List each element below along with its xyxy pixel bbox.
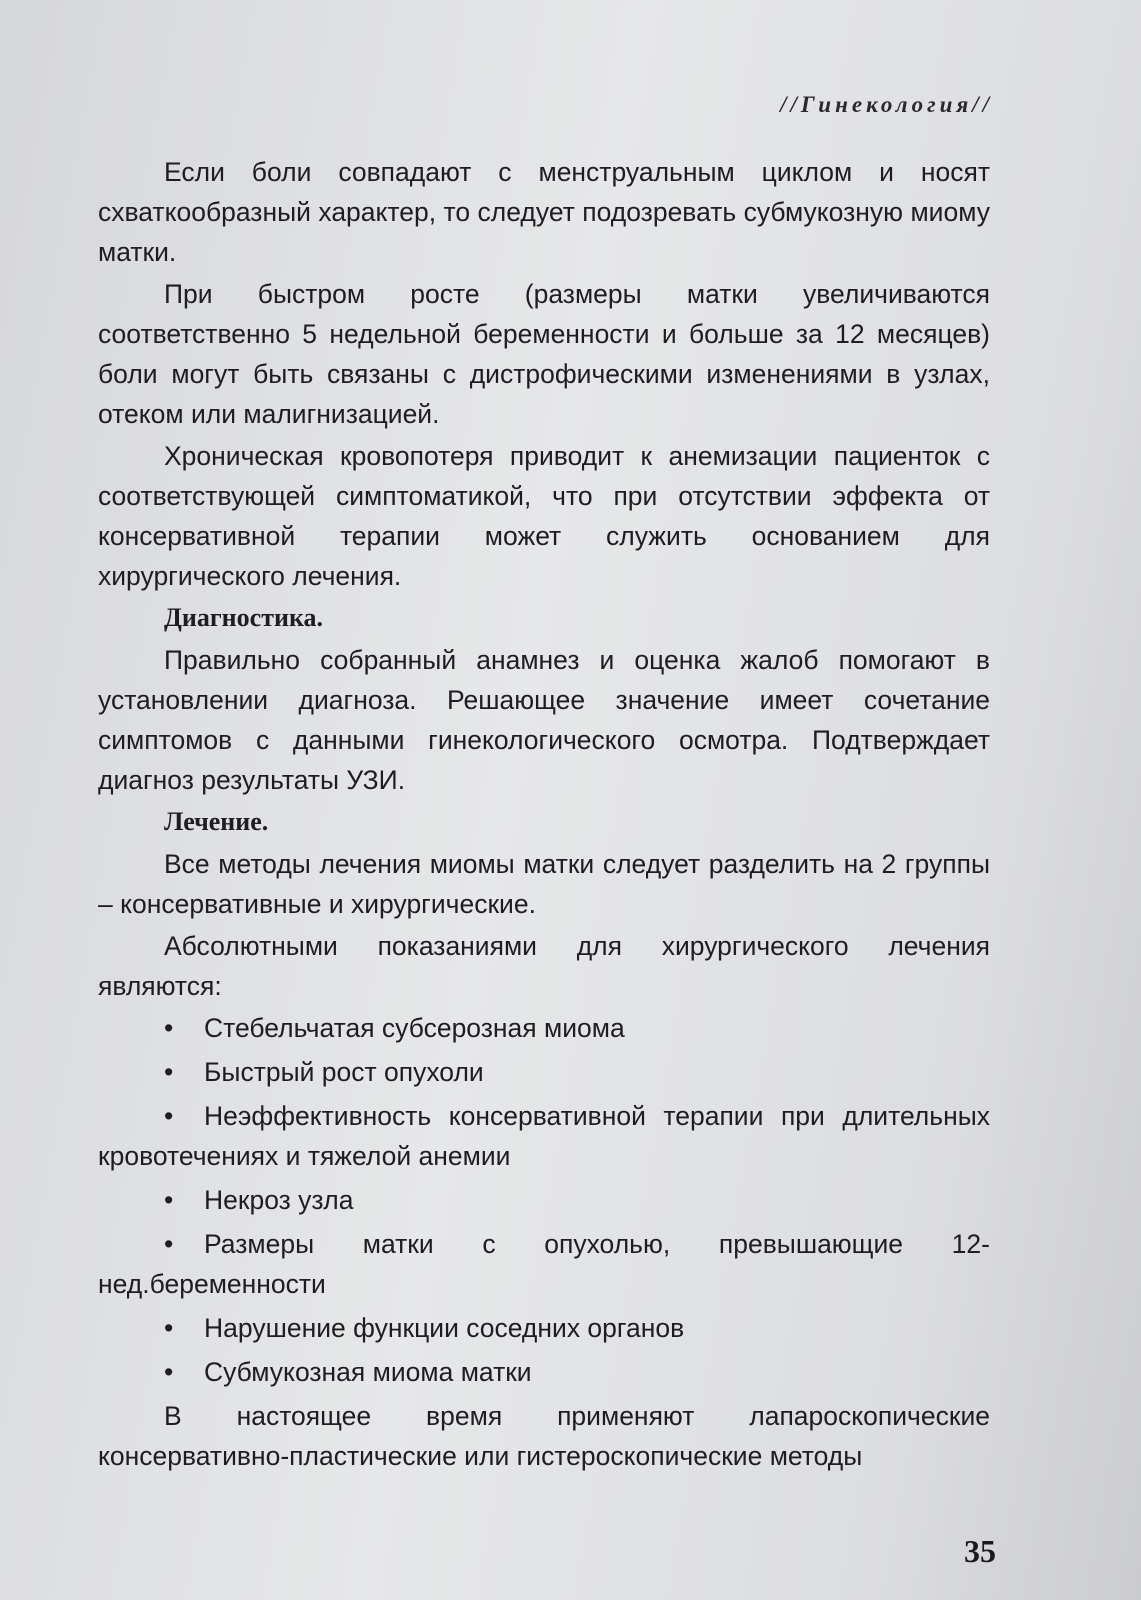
page-content [98, 152, 990, 1478]
list-item-text: Некроз узла [204, 1185, 354, 1215]
bullet-icon: • [164, 1185, 174, 1215]
list-item [98, 1180, 990, 1220]
paragraph-diagnostics: Правильно собранный анамнез и оценка жалоб помогают в установлении диагноза. Решающее значение имеет сочетание симптомов с данными гинекологического осмотра. Подтверждает диагноз результаты УЗИ. [98, 645, 990, 795]
bullet-icon: • [164, 1057, 174, 1087]
list-item [98, 1052, 990, 1092]
bullet-icon: • [164, 1229, 174, 1259]
paragraph-current-methods: В настоящее время применяют лапароскопические консервативно-пластические или гистероскопические методы [98, 1401, 990, 1471]
list-item-text: Субмукозная миома матки [204, 1357, 532, 1387]
list-item-text: Нарушение функции соседних органов [204, 1313, 685, 1343]
list-item [98, 1224, 990, 1304]
list-item-text: Быстрый рост опухоли [204, 1057, 484, 1087]
heading-treatment: Лечение. [164, 807, 269, 836]
list-item-text: Стебельчатая субсерозная миома [204, 1013, 625, 1043]
list-item [98, 1308, 990, 1348]
running-head: //Гинекология// [780, 92, 993, 117]
paragraph-rapid-growth: При быстром росте (размеры матки увеличиваются соответственно 5 недельной беременности и больше за 12 месяцев) боли могут быть связаны с дистрофическими изменениями в узлах, отеком или малигнизацией. [98, 279, 990, 429]
list-item [98, 1352, 990, 1392]
paragraph-pain-cycle: Если боли совпадают с менструальным циклом и носят схваткообразный характер, то следует подозревать субмукозную миому матки. [98, 157, 990, 267]
list-item-text: Неэффективность консервативной терапии при длительных кровотечениях и тяжелой анемии [98, 1101, 990, 1171]
bullet-icon: • [164, 1101, 174, 1131]
heading-diagnostics: Диагностика. [164, 603, 324, 632]
list-item [98, 1008, 990, 1048]
bullet-icon: • [164, 1013, 174, 1043]
list-item-text: Размеры матки с опухолью, превышающие 12-нед.беременности [98, 1229, 990, 1299]
bullet-icon: • [164, 1357, 174, 1387]
paragraph-blood-loss: Хроническая кровопотеря приводит к анемизации пациенток с соответствующей симптоматикой, что при отсутствии эффекта от консервативной терапии может служить основанием для хирургического лечения. [98, 441, 990, 591]
indications-list [98, 1008, 990, 1392]
bullet-icon: • [164, 1313, 174, 1343]
paragraph-treatment-methods: Все методы лечения миомы матки следует разделить на 2 группы – консервативные и хирургические. [98, 849, 990, 919]
paragraph-indications-intro: Абсолютными показаниями для хирургического лечения являются: [98, 931, 990, 1001]
list-item [98, 1096, 990, 1176]
page-number: 35 [964, 1533, 996, 1569]
